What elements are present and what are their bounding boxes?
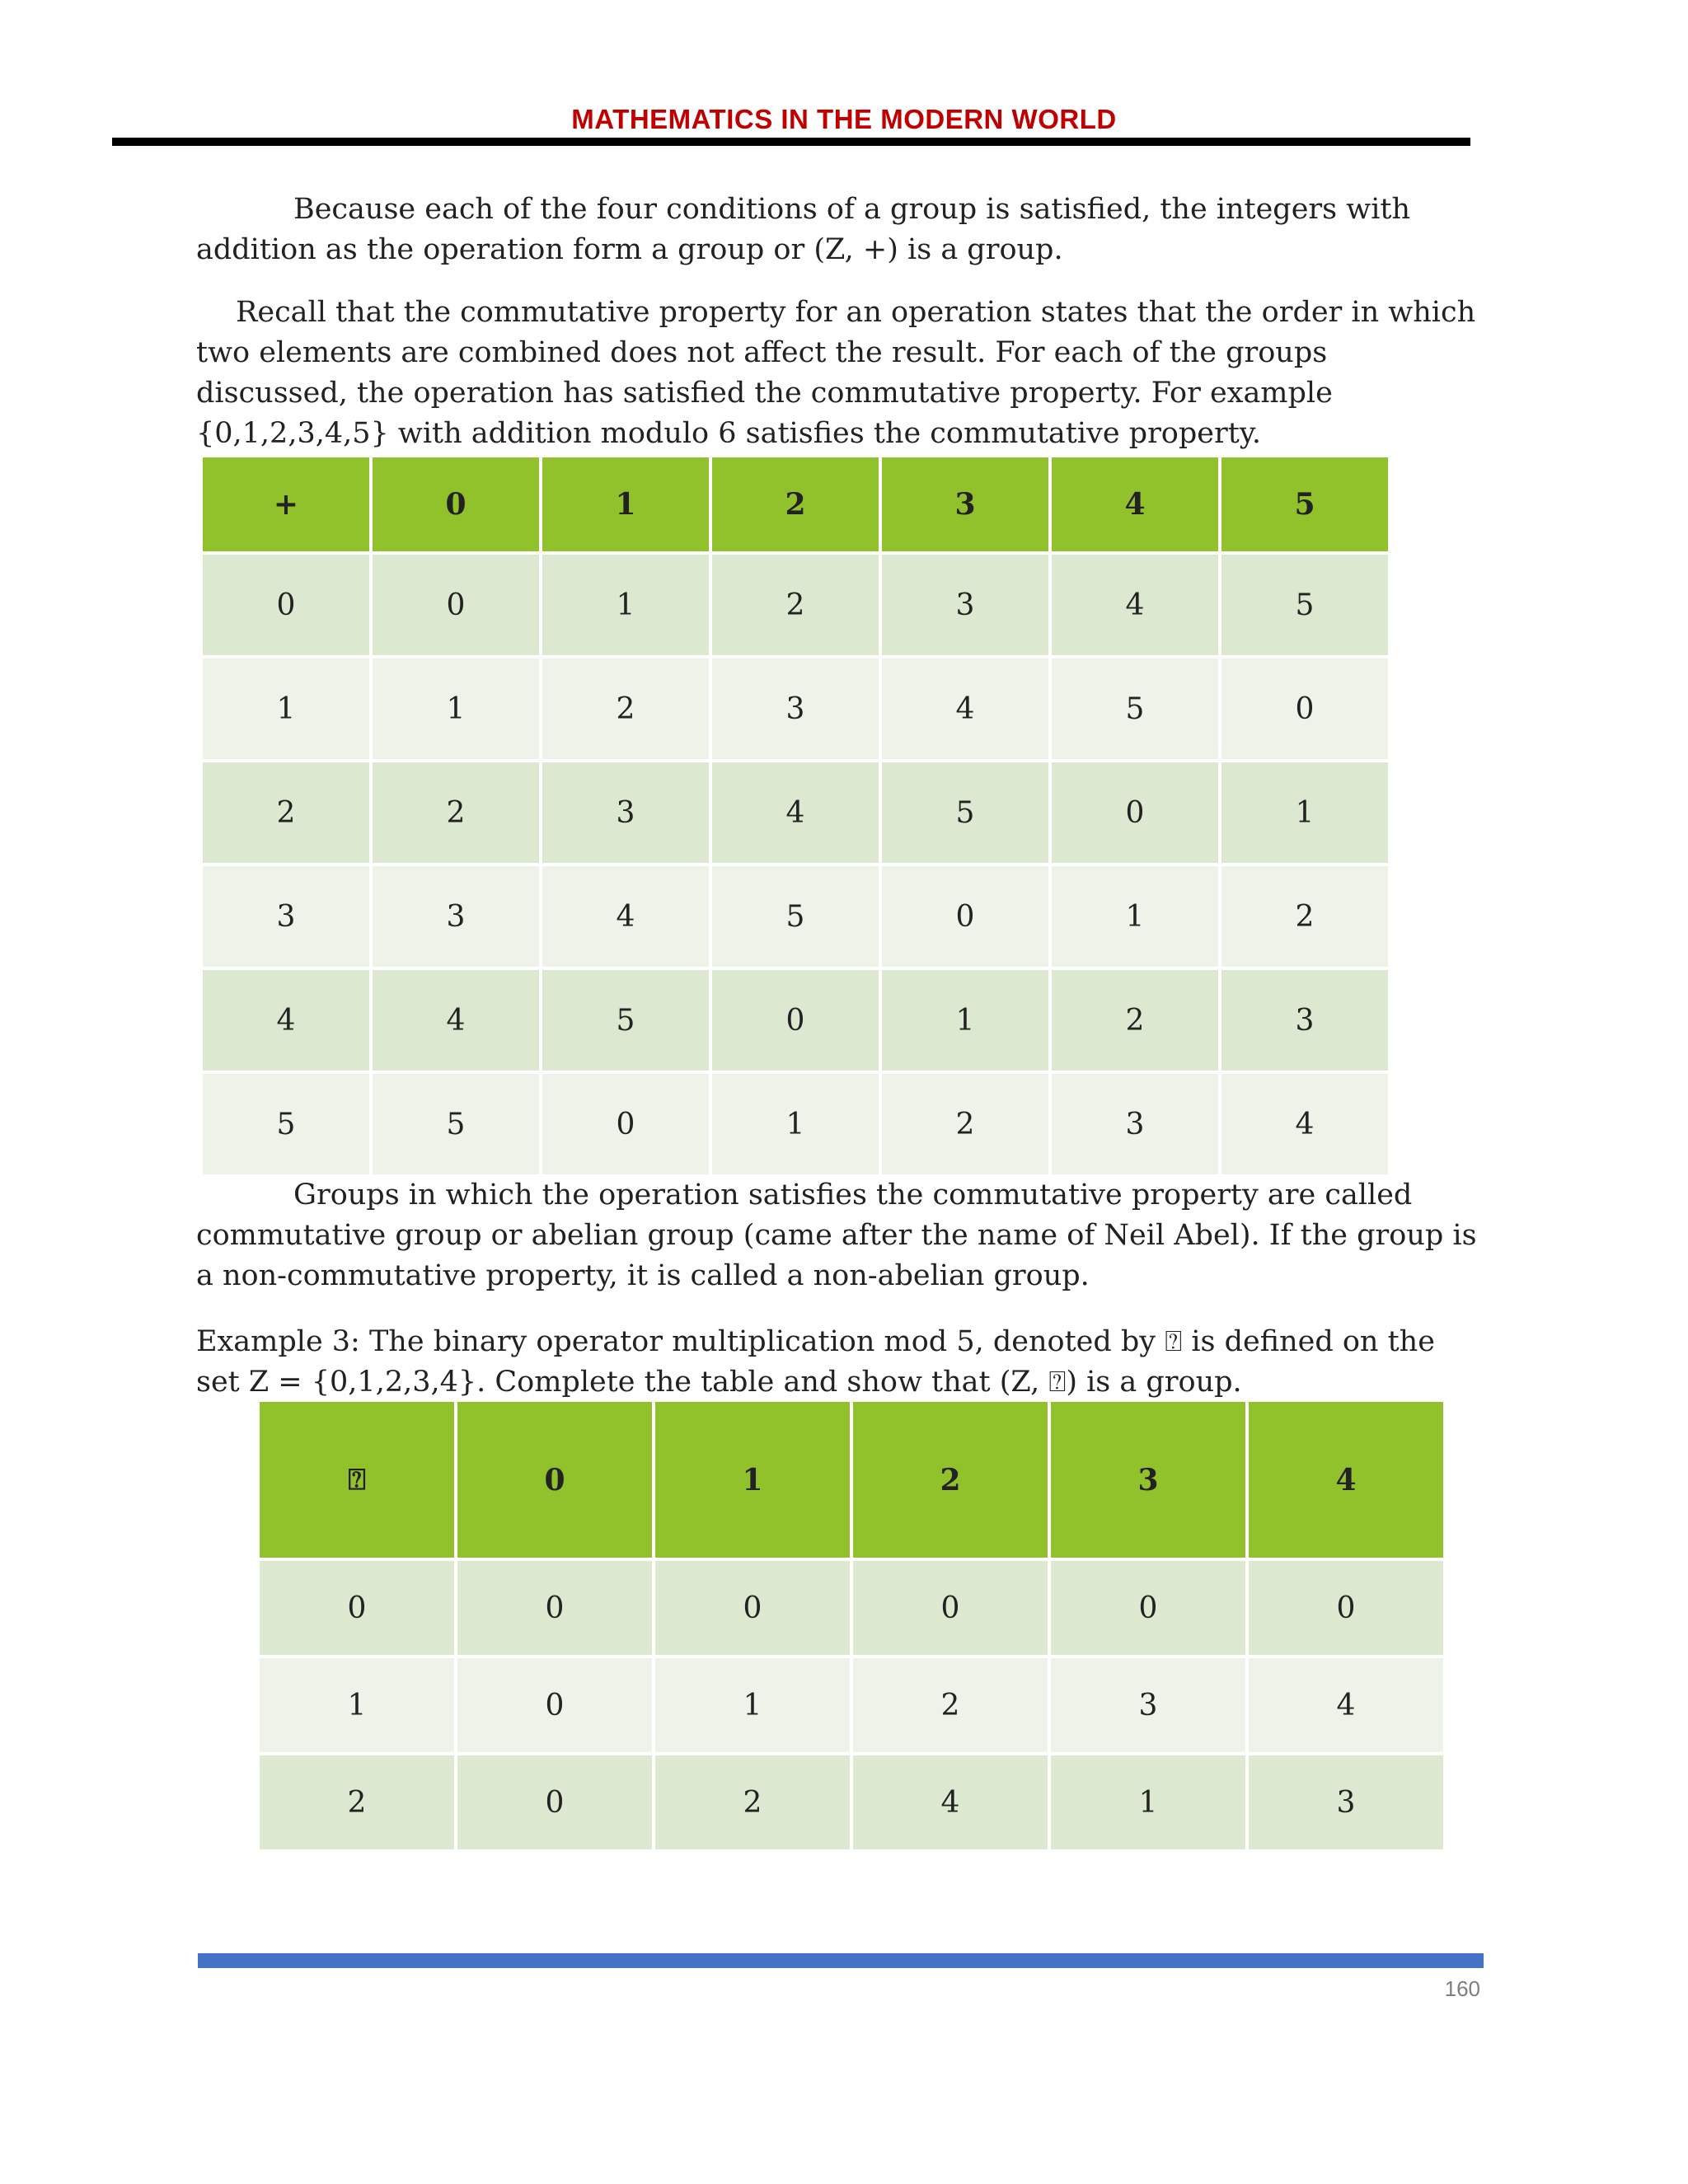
table-cell: 5 — [201, 1072, 371, 1176]
footer-bar — [198, 1953, 1484, 1968]
table-cell: 4 — [371, 968, 541, 1072]
table-cell: 4 — [201, 968, 371, 1072]
table-header-cell: 4 — [1050, 456, 1220, 553]
table-cell: 2 — [1050, 968, 1220, 1072]
table-cell: 0 — [258, 1559, 456, 1657]
table-cell: 2 — [371, 761, 541, 865]
table-header-cell: 5 — [1220, 456, 1390, 553]
table-cell: 4 — [1050, 553, 1220, 657]
table-row — [201, 553, 1390, 657]
table-row — [201, 865, 1390, 968]
paragraph-text: Recall that the commutative property for an operation states that the order in which two elements are combined does not affect the result. For each of the groups discussed, the operation has satisfied the commutative property. For example {0,1,2,3,4,5} with addition modulo 6 satisfies the commutative property. — [196, 296, 1476, 450]
table-cell: 1 — [880, 968, 1050, 1072]
table-cell: 4 — [851, 1754, 1049, 1851]
table-cell: 0 — [654, 1559, 851, 1657]
table-cell: 3 — [1220, 968, 1390, 1072]
table-cell: 1 — [541, 553, 710, 657]
table-cell: 5 — [541, 968, 710, 1072]
table-header-cell: 0 — [371, 456, 541, 553]
table-cell: 2 — [851, 1657, 1049, 1754]
table-cell: 1 — [654, 1657, 851, 1754]
table-cell: 3 — [710, 657, 880, 761]
table-cell: 4 — [880, 657, 1050, 761]
table-cell: 5 — [1050, 657, 1220, 761]
paragraph-abelian-group — [196, 1175, 1482, 1296]
table-cell: 3 — [541, 761, 710, 865]
table-cell: 2 — [258, 1754, 456, 1851]
table-cell: 0 — [1220, 657, 1390, 761]
table-cell: 0 — [880, 865, 1050, 968]
table-header-row — [201, 456, 1390, 553]
table-cell: 2 — [201, 761, 371, 865]
table-row — [201, 1072, 1390, 1176]
table-header-cell: 2 — [851, 1400, 1049, 1559]
table-header-cell: 2 — [710, 456, 880, 553]
paragraph-text: Example 3: The binary operator multiplication mod 5, denoted by ⍰ is defined on the set Z = {0,1,2,3,4}. Complete the table and show that (Z, ⍰) is a group. — [196, 1325, 1435, 1399]
table-cell: 4 — [541, 865, 710, 968]
table-cell: 1 — [201, 657, 371, 761]
table-cell: 2 — [710, 553, 880, 657]
table-cell: 4 — [1220, 1072, 1390, 1176]
table-cell: 1 — [1050, 865, 1220, 968]
table-cell: 1 — [1049, 1754, 1247, 1851]
table-header-cell: 3 — [1049, 1400, 1247, 1559]
table-header-cell: 4 — [1247, 1400, 1445, 1559]
table-cell: 3 — [1247, 1754, 1445, 1851]
page-number: 160 — [1444, 1976, 1480, 2001]
table-cell: 0 — [1247, 1559, 1445, 1657]
table-cell: 3 — [880, 553, 1050, 657]
table-cell: 0 — [456, 1754, 654, 1851]
table-cell: 0 — [541, 1072, 710, 1176]
table-cell: 5 — [880, 761, 1050, 865]
table-header-cell: 1 — [541, 456, 710, 553]
table-cell: 2 — [880, 1072, 1050, 1176]
table-row — [258, 1657, 1445, 1754]
table-cell: 0 — [851, 1559, 1049, 1657]
table-cell: 0 — [456, 1657, 654, 1754]
table-header-cell: 1 — [654, 1400, 851, 1559]
table-cell: 2 — [1220, 865, 1390, 968]
table-cell: 1 — [1220, 761, 1390, 865]
table-cell: 0 — [201, 553, 371, 657]
table-cell: 5 — [371, 1072, 541, 1176]
table-cell: 3 — [371, 865, 541, 968]
table-cell: 3 — [1049, 1657, 1247, 1754]
table-cell: 2 — [541, 657, 710, 761]
table-cell: 2 — [654, 1754, 851, 1851]
table-cell: 0 — [1050, 761, 1220, 865]
paragraph-group-conclusion — [196, 190, 1482, 270]
table-cell: 0 — [1049, 1559, 1247, 1657]
table-cell: 1 — [258, 1657, 456, 1754]
table-row — [258, 1754, 1445, 1851]
table-header-row — [258, 1400, 1445, 1559]
table-cell: 1 — [371, 657, 541, 761]
table-row — [258, 1559, 1445, 1657]
running-header-title: MATHEMATICS IN THE MODERN WORLD — [571, 104, 1117, 134]
table-row — [201, 968, 1390, 1072]
addition-mod-6-table — [199, 454, 1391, 1178]
table-cell: 4 — [710, 761, 880, 865]
table-cell: 0 — [371, 553, 541, 657]
table-header-cell: 3 — [880, 456, 1050, 553]
table-cell: 4 — [1247, 1657, 1445, 1754]
paragraph-text: Groups in which the operation satisfies the commutative property are called commutative group or abelian group (came after the name of Neil Abel). If the group is a non-commutative property, it is called a non-abelian group. — [196, 1179, 1477, 1292]
table-header-cell: 0 — [456, 1400, 654, 1559]
table-cell: 0 — [710, 968, 880, 1072]
multiplication-mod-5-table — [256, 1399, 1447, 1853]
table-row — [201, 657, 1390, 761]
paragraph-text: Because each of the four conditions of a group is satisfied, the integers with addition as the operation form a group or (Z, +) is a group. — [196, 193, 1411, 266]
table-header-cell: + — [201, 456, 371, 553]
table-cell: 5 — [1220, 553, 1390, 657]
table-row — [201, 761, 1390, 865]
table-cell: 3 — [201, 865, 371, 968]
table-cell: 5 — [710, 865, 880, 968]
table-cell: 0 — [456, 1559, 654, 1657]
paragraph-commutative-recall — [196, 293, 1482, 454]
table-cell: 1 — [710, 1072, 880, 1176]
table-cell: 3 — [1050, 1072, 1220, 1176]
table-header-cell: ⍰ — [258, 1400, 456, 1559]
header-rule — [112, 138, 1470, 146]
paragraph-example-3 — [196, 1322, 1482, 1403]
